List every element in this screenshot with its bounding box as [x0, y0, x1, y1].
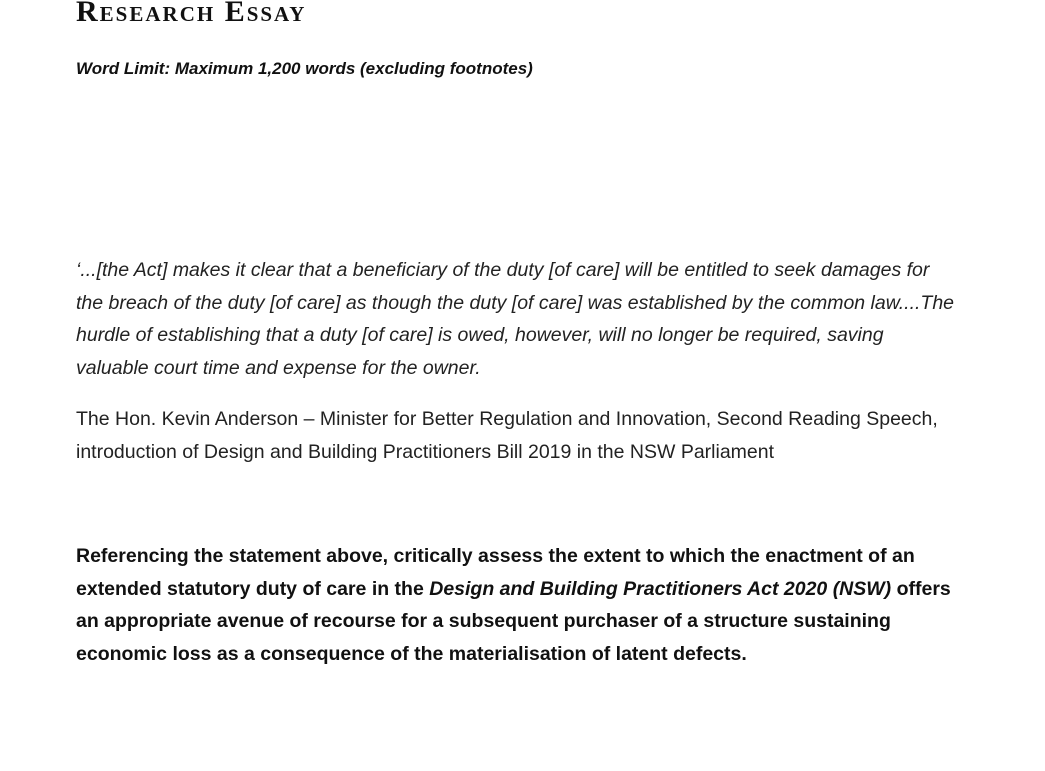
essay-question-part1: Referencing the statement above, critically assess the extent to which the enactment of an extended statutory duty of care in the [76, 545, 915, 600]
act-title: Design and Building Practitioners Act 2020 (NSW) [429, 577, 892, 600]
word-limit-note: Word Limit: Maximum 1,200 words (excluding footnotes) [76, 59, 533, 78]
essay-question-part2: offers an appropriate avenue of recourse for a subsequent purchaser of a structure sustaining economic loss as a consequence of the materialisation of latent defects. [76, 577, 951, 665]
essay-question [76, 540, 956, 670]
essay-title: Research Essay [76, 0, 307, 28]
quote-attribution: The Hon. Kevin Anderson – Minister for Better Regulation and Innovation, Second Reading Speech, introduction of Design and Building Practitioners Bill 2019 in the NSW Parliament [76, 408, 938, 463]
quoted-statement: ‘...[the Act] makes it clear that a beneficiary of the duty [of care] will be entitled to seek damages for the breach of the duty [of care] as though the duty [of care] was established by the common law....The hurdle of establishing that a duty [of care] is owed, however, will no longer be required, saving valuable court time and expense for the owner. [76, 259, 955, 379]
